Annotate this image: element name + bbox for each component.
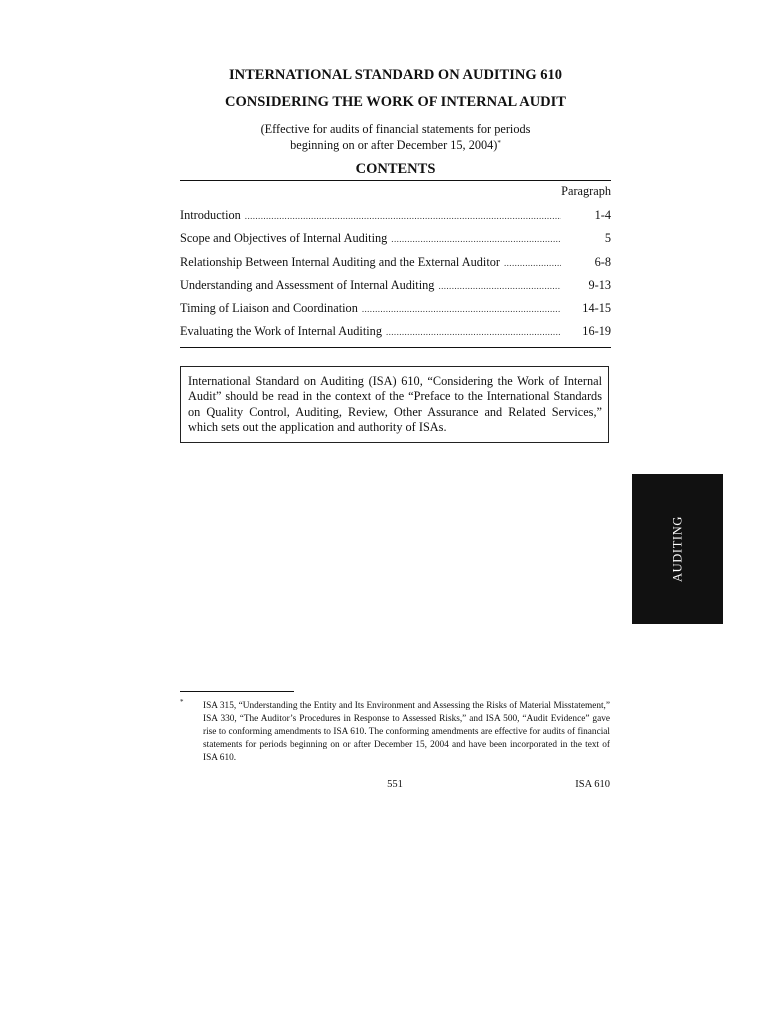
contents-top-rule [180, 180, 611, 181]
toc-item[interactable] [180, 323, 611, 346]
toc-item-title: Evaluating the Work of Internal Auditing [180, 324, 382, 339]
toc-item[interactable] [180, 230, 611, 253]
document-title: INTERNATIONAL STANDARD ON AUDITING 610 [228, 67, 562, 83]
toc-leader-dots [362, 301, 561, 317]
toc-item[interactable] [180, 207, 611, 230]
footnote-text: ISA 315, “Understanding the Entity and Its Environment and Assessing the Risks of Material Misstatement,” ISA 330, “The Auditor’s Procedures in Response to Assessed Risks,” and ISA 500, “Audit Evidence” gave rise to conforming amendments to ISA 610. The conforming amendments are effective for audits of financial statements for periods beginning on or after December 15, 2004 and have been incorporated in the text of ISA 610. [203, 701, 610, 763]
toc-item-paragraphs: 14-15 [582, 301, 611, 316]
toc-item-paragraphs: 1-4 [594, 208, 611, 222]
preface-note-box: International Standard on Auditing (ISA) 610, “Considering the Work of Internal Audit” should be read in the context of the “Preface to the International Standards on Quality Control, Auditing, Review, Other Assurance and Related Services,” which sets out the application and authority of ISAs. [180, 366, 609, 443]
page-number: 551 [387, 779, 403, 790]
toc-item-title: Understanding and Assessment of Internal Auditing [180, 277, 435, 292]
toc-item[interactable] [180, 254, 611, 277]
document-subtitle: CONSIDERING THE WORK OF INTERNAL AUDIT [225, 94, 566, 110]
effective-line-1: (Effective for audits of financial statements for periods [260, 122, 531, 136]
effective-line-2 [180, 137, 611, 153]
contents-bottom-rule [180, 347, 611, 348]
toc-item-title: Relationship Between Internal Auditing and the External Auditor [180, 254, 500, 269]
toc-item[interactable] [180, 300, 611, 323]
toc-item-title: Scope and Objectives of Internal Auditing [180, 231, 388, 246]
footnote-reference-mark[interactable]: * [497, 139, 501, 147]
standard-reference: ISA 610 [575, 779, 610, 790]
toc-item-title: Timing of Liaison and Coordination [180, 301, 358, 316]
effective-date-note [180, 121, 611, 153]
section-side-tab-label: AUDITING [670, 516, 684, 582]
toc-item-paragraphs: 16-19 [582, 324, 611, 339]
footnote-mark: * [180, 698, 184, 706]
effective-line-2-text: beginning on or after December 15, 2004) [290, 138, 498, 152]
toc-item-paragraphs: 6-8 [594, 254, 611, 269]
toc-leader-dots [504, 255, 561, 271]
toc-leader-dots [245, 208, 561, 224]
toc-item-paragraphs: 9-13 [588, 277, 611, 292]
toc-item-paragraphs: 5 [604, 231, 611, 246]
footnote-separator [180, 691, 294, 692]
section-side-tab[interactable] [632, 474, 723, 624]
toc-leader-dots [438, 278, 561, 294]
toc-leader-dots [391, 231, 561, 247]
toc-item[interactable] [180, 277, 611, 300]
contents-heading: CONTENTS [355, 161, 436, 177]
table-of-contents [180, 207, 611, 347]
toc-leader-dots [386, 324, 561, 340]
paragraph-column-header: Paragraph [561, 184, 611, 198]
toc-item-title: Introduction [180, 208, 241, 222]
